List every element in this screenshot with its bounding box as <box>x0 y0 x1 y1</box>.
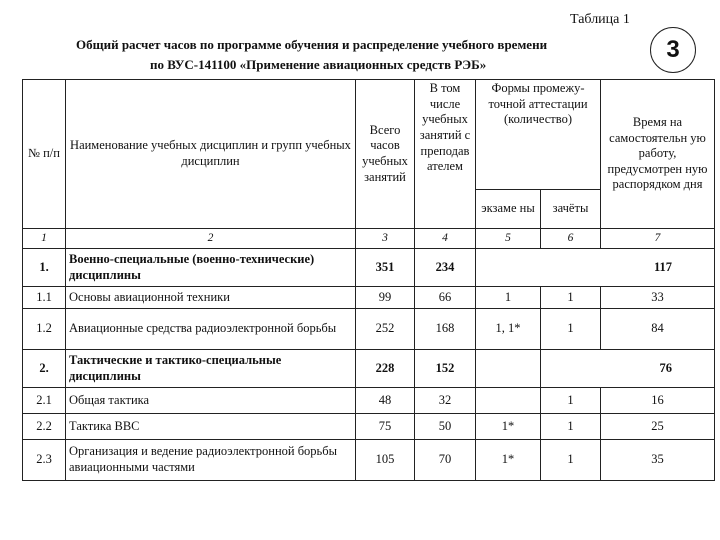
row-total: 99 <box>356 287 415 309</box>
column-number: 1 <box>23 229 66 249</box>
table-label: Таблица 1 <box>570 12 630 27</box>
row-exams: 1 <box>476 287 541 309</box>
header-total: Всего часов учебных занятий <box>356 80 415 229</box>
row-self: 117 <box>476 249 715 287</box>
row-total: 75 <box>356 414 415 440</box>
row-with-teacher: 50 <box>415 414 476 440</box>
hours-distribution-table <box>22 79 715 481</box>
row-name: Основы авиационной техники <box>66 287 356 309</box>
row-with-teacher: 152 <box>415 350 476 388</box>
column-numbers-row <box>23 229 715 249</box>
table-row <box>23 350 715 388</box>
row-num: 1.2 <box>23 309 66 350</box>
row-with-teacher: 32 <box>415 388 476 414</box>
row-self: 35 <box>601 440 715 481</box>
row-credits: 1 <box>541 440 601 481</box>
column-number: 2 <box>66 229 356 249</box>
table-row <box>23 309 715 350</box>
row-total: 351 <box>356 249 415 287</box>
row-exams: 1* <box>476 414 541 440</box>
table-row <box>23 249 715 287</box>
row-exams <box>476 388 541 414</box>
header-num: № п/п <box>23 80 66 229</box>
row-total: 228 <box>356 350 415 388</box>
row-num: 1. <box>23 249 66 287</box>
row-with-teacher: 234 <box>415 249 476 287</box>
row-self: 16 <box>601 388 715 414</box>
row-name: Военно-специальные (военно-технические) дисциплины <box>66 249 356 287</box>
row-total: 48 <box>356 388 415 414</box>
row-name: Общая тактика <box>66 388 356 414</box>
row-total: 105 <box>356 440 415 481</box>
row-name: Авиационные средства радиоэлектронной борьбы <box>66 309 356 350</box>
row-with-teacher: 66 <box>415 287 476 309</box>
header-exams: экзаме ны <box>476 190 541 229</box>
row-name: Тактика ВВС <box>66 414 356 440</box>
header-name: Наименование учебных дисциплин и групп учебных дисциплин <box>66 80 356 229</box>
table-row <box>23 388 715 414</box>
row-num: 2.1 <box>23 388 66 414</box>
column-number: 5 <box>476 229 541 249</box>
row-self: 76 <box>541 350 715 388</box>
row-num: 2.2 <box>23 414 66 440</box>
row-credits: 1 <box>541 309 601 350</box>
row-self: 33 <box>601 287 715 309</box>
row-self: 84 <box>601 309 715 350</box>
row-exams: 1, 1* <box>476 309 541 350</box>
row-total: 252 <box>356 309 415 350</box>
row-with-teacher: 168 <box>415 309 476 350</box>
row-exams: 1* <box>476 440 541 481</box>
row-credits: 1 <box>541 388 601 414</box>
row-credits: 1 <box>541 414 601 440</box>
header-row <box>23 80 715 190</box>
row-name: Тактические и тактико-специальные дисциплины <box>66 350 356 388</box>
row-name: Организация и ведение радиоэлектронной борьбы авиационными частями <box>66 440 356 481</box>
document-title-line1: Общий расчет часов по программе обучения и распределение учебного времени <box>76 37 548 52</box>
header-including: В том числе учебных занятий с преподав ателем <box>415 80 476 229</box>
document-title-line2: по ВУС-141100 «Применение авиационных средств РЭБ» <box>150 57 487 72</box>
table-row <box>23 440 715 481</box>
slide-number-badge: 3 <box>650 27 696 73</box>
table-row <box>23 287 715 309</box>
column-number: 6 <box>541 229 601 249</box>
header-forms: Формы промежу- точной аттестации (количество) <box>476 80 601 190</box>
row-with-teacher: 70 <box>415 440 476 481</box>
column-number: 4 <box>415 229 476 249</box>
column-number: 3 <box>356 229 415 249</box>
table-row <box>23 414 715 440</box>
row-num: 1.1 <box>23 287 66 309</box>
row-self: 25 <box>601 414 715 440</box>
header-self-time: Время на самостоятельн ую работу, предусмотрен ную распорядком дня <box>601 80 715 229</box>
row-num: 2.3 <box>23 440 66 481</box>
row-credits: 1 <box>541 287 601 309</box>
row-num: 2. <box>23 350 66 388</box>
column-number: 7 <box>601 229 715 249</box>
header-credits: зачёты <box>541 190 601 229</box>
row-exams <box>476 350 541 388</box>
